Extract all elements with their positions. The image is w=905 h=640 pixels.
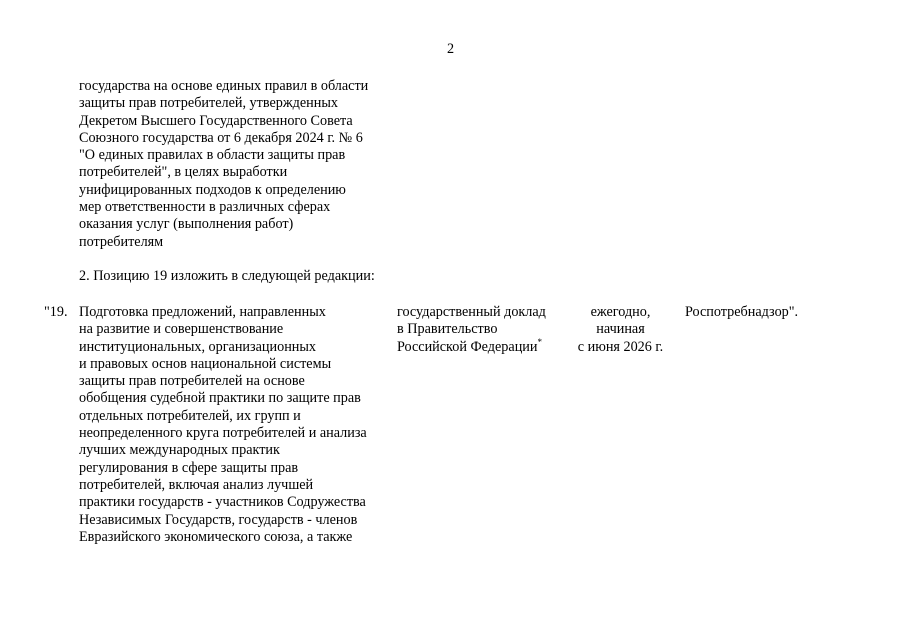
position-number: "19. bbox=[44, 304, 68, 320]
amendment-instruction: 2. Позицию 19 изложить в следующей редакции: bbox=[79, 268, 375, 284]
page-number: 2 bbox=[447, 41, 455, 57]
text-line: и правовых основ национальной системы bbox=[79, 355, 332, 372]
text-line: практики государств - участников Содружества bbox=[79, 494, 366, 511]
text-line: ежегодно, bbox=[590, 304, 651, 320]
text-line: обобщения судебной практики по защите прав bbox=[79, 390, 361, 407]
text-line: в Правительство bbox=[397, 321, 498, 338]
text-line: неопределенного круга потребителей и анализа bbox=[79, 425, 367, 442]
text-line: защиты прав потребителей, утвержденных bbox=[79, 95, 338, 112]
text-line: потребителям bbox=[79, 233, 164, 250]
text-line: потребителей, включая анализ лучшей bbox=[79, 476, 314, 493]
text-line: оказания услуг (выполнения работ) bbox=[79, 216, 294, 233]
text-line: регулирования в сфере защиты прав bbox=[79, 459, 299, 476]
text-line: лучших международных практик bbox=[79, 442, 280, 459]
text-line: государства на основе единых правил в области bbox=[79, 78, 369, 94]
text-line: институциональных, организационных bbox=[79, 338, 317, 355]
continuation-text bbox=[79, 78, 409, 251]
text-line: мер ответственности в различных сферах bbox=[79, 199, 331, 216]
text-line: с июня 2026 г. bbox=[577, 338, 664, 355]
footnote-mark: * bbox=[537, 336, 542, 347]
text-line: государственный доклад bbox=[397, 304, 546, 320]
text-line: Подготовка предложений, направленных bbox=[79, 304, 326, 320]
text-line: Евразийского экономического союза, а также bbox=[79, 528, 353, 545]
position-description bbox=[79, 304, 399, 546]
text-line bbox=[397, 336, 567, 356]
form-line-text: Российской Федерации bbox=[397, 338, 538, 355]
text-line: Декретом Высшего Государственного Совета bbox=[79, 112, 353, 129]
text-line: унифицированных подходов к определению bbox=[79, 181, 346, 198]
text-line: потребителей", в целях выработки bbox=[79, 164, 288, 181]
text-line: Независимых Государств, государств - членов bbox=[79, 511, 358, 528]
text-line: "О единых правилах в области защиты прав bbox=[79, 147, 346, 164]
report-form-column bbox=[397, 304, 567, 356]
executor-column: Роспотребнадзор". bbox=[685, 304, 799, 320]
text-line: Союзного государства от 6 декабря 2024 г. № 6 bbox=[79, 129, 363, 146]
deadline-column bbox=[573, 304, 668, 356]
text-line: на развитие и совершенствование bbox=[79, 321, 284, 338]
text-line: отдельных потребителей, их групп и bbox=[79, 407, 301, 424]
text-line: защиты прав потребителей на основе bbox=[79, 373, 305, 390]
text-line: начиная bbox=[596, 321, 645, 338]
